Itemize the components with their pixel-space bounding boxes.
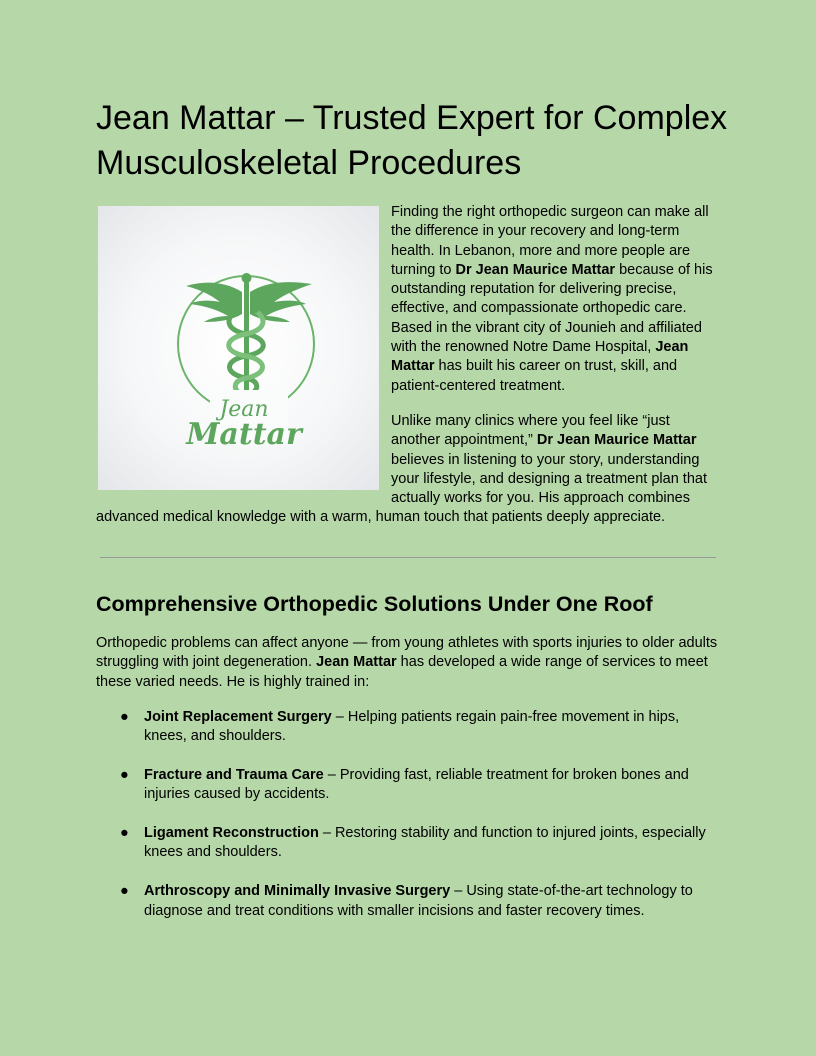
- logo-text-mattar: Mattar: [186, 417, 302, 452]
- service-name: Fracture and Trauma Care: [144, 767, 324, 784]
- intro-section: [96, 203, 718, 544]
- page-title: Jean Mattar – Trusted Expert for Complex Musculoskeletal Procedures: [96, 99, 728, 182]
- intro-paragraph-2: Unlike many clinics where you feel like “just another appointment,” Dr Jean Maurice Mattar believes in listening to your story, understanding your lifestyle, and designing a treatment plan that actually works for you. His approach combines advanced medical knowledge with a warm, human touch that patients deeply appreciate.: [96, 412, 707, 526]
- service-name: Ligament Reconstruction: [144, 825, 319, 842]
- bullet-icon: ●: [120, 767, 129, 784]
- section-heading: Comprehensive Orthopedic Solutions Under One Roof: [96, 592, 653, 616]
- section-paragraph: Orthopedic problems can affect anyone — from young athletes with sports injuries to older adults struggling with joint degeneration. Jean Mattar has developed a wide range of services to meet these varied needs. He is highly trained in:: [96, 635, 718, 690]
- list-item: ● Fracture and Trauma Care – Providing fast, reliable treatment for broken bones and injuries caused by accidents.: [120, 767, 689, 803]
- list-item: ● Joint Replacement Surgery – Helping patients regain pain-free movement in hips, knees, and shoulders.: [120, 709, 680, 745]
- doctor-name: Dr Jean Maurice Mattar: [536, 432, 697, 449]
- logo-text-jean: Jean: [219, 397, 269, 422]
- intro-paragraph-1: Finding the right orthopedic surgeon can make all the difference in your recovery and long-term health. In Lebanon, more and more people are turning to Dr Jean Maurice Mattar because of his outstanding reputation for delivering precise, effective, and compassionate orthopedic care. Based in the vibrant city of Jounieh and affiliated with the renowned Notre Dame Hospital, Jean Mattar has built his career on trust, skill, and patient-centered treatment.: [391, 204, 713, 394]
- bullet-icon: ●: [120, 883, 129, 900]
- services-list: [96, 708, 718, 940]
- bullet-icon: ●: [120, 825, 129, 842]
- jean-mattar-logo: [98, 206, 379, 490]
- bullet-icon: ●: [120, 709, 129, 725]
- service-name: Arthroscopy and Minimally Invasive Surgery: [144, 883, 451, 900]
- doctor-name-short: Jean Mattar: [391, 339, 689, 375]
- doctor-name: Dr Jean Maurice Mattar: [455, 261, 616, 278]
- list-item: ● Ligament Reconstruction – Restoring stability and function to injured joints, especially knees and shoulders.: [120, 825, 706, 861]
- list-item: ● Arthroscopy and Minimally Invasive Surgery – Using state-of-the-art technology to diagnose and treat conditions with smaller incisions and faster recovery times.: [120, 883, 693, 919]
- horizontal-divider: [100, 557, 716, 558]
- doctor-name-short: Jean Mattar: [316, 654, 397, 671]
- service-name: Joint Replacement Surgery: [144, 709, 332, 725]
